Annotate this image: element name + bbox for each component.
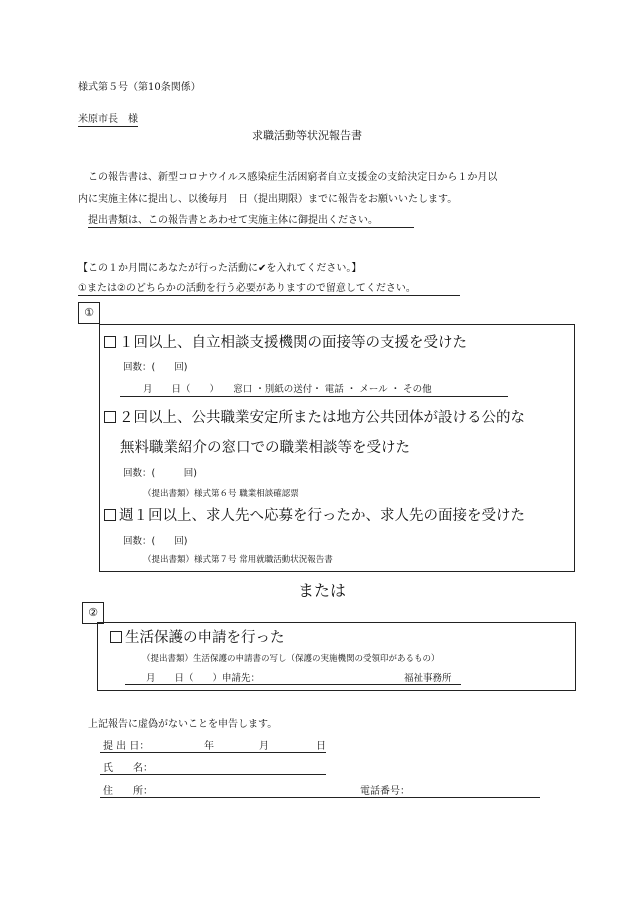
item1-label: １回以上、自立相談支援機関の面接等の支援を受けた [119,335,467,351]
form-number: 様式第５号（第10条関係） [78,82,201,93]
submit-date-label: 提 出 日： [103,741,150,752]
submit-month-label: 月 [259,741,269,752]
addressee: 米原市長 様 [78,110,138,127]
section2-marker-box [82,602,104,624]
submit-date-underline[interactable] [100,752,326,753]
item2-label-line2: 無料職業紹介の窓口での職業相談等を受けた [120,440,410,456]
section2-date-underline [125,684,461,685]
or-label: または [298,581,347,600]
intro-line-3: 提出書類は、この報告書とあわせて実施主体に御提出ください。 [88,211,414,228]
section2-office: 福祉事務所 [404,673,452,684]
phone-label: 電話番号： [360,786,410,797]
name-label: 氏 名： [103,763,153,774]
section2-date-row: 月 日（ ）申請先： [146,673,261,684]
address-phone-field[interactable] [100,797,540,798]
section2-marker: ② [88,606,98,619]
page-title: 求職活動等状況報告書 [252,129,362,142]
section2-docs: （提出書類）生活保護の申請書の写し（保護の実施機関の受領印があるもの） [142,654,440,664]
submit-year-label: 年 [204,741,214,752]
address-label: 住 所： [103,786,153,797]
item2-count: 回数：( 回) [123,468,197,479]
intro-line-1: この報告書は、新型コロナウイルス感染症生活困窮者自立支援金の支給決定日から１か月以 [88,172,498,183]
item1-checkbox[interactable] [104,336,116,348]
item3-docs: （提出書類）様式第７号 常用就職活動状況報告書 [143,555,333,565]
item3-row[interactable] [104,504,525,525]
name-field[interactable] [100,774,326,775]
item3-label: 週１回以上、求人先へ応募を行ったか、求人先の面接を受けた [119,508,525,524]
item1-date-row: 月 日（ ） 窓口 ・別紙の送付・ 電話 ・ メール ・ その他 [143,384,432,395]
instruction-heading: 【この１か月間にあなたが行った活動に✔を入れてください。】 [78,263,362,274]
item2-label-line1: ２回以上、公共職業安定所または地方公共団体が設ける公的な [119,410,525,426]
section1-marker: ① [84,306,94,319]
section2-label: 生活保護の申請を行った [125,630,285,646]
section1-marker-box [78,302,100,324]
item1-count: 回数：( 回) [123,362,188,373]
intro-line-2: 内に実施主体に提出し、以後毎月 日（提出期限）までに報告をお願いいたします。 [78,194,458,205]
instruction-note: ①または②のどちらかの活動を行う必要がありますので留意してください。 [78,279,460,296]
declaration: 上記報告に虚偽がないことを申告します。 [88,719,278,730]
item3-count: 回数：( 回) [123,536,188,547]
item2-row[interactable] [104,406,525,427]
section2-item-row[interactable] [110,626,285,647]
submit-day-label: 日 [316,741,326,752]
item2-checkbox[interactable] [104,411,116,423]
item1-date-underline [120,396,508,397]
item3-checkbox[interactable] [104,509,116,521]
item2-docs: （提出書類）様式第６号 職業相談確認票 [143,489,299,499]
section2-checkbox[interactable] [110,631,122,643]
item1-row[interactable] [104,331,467,352]
